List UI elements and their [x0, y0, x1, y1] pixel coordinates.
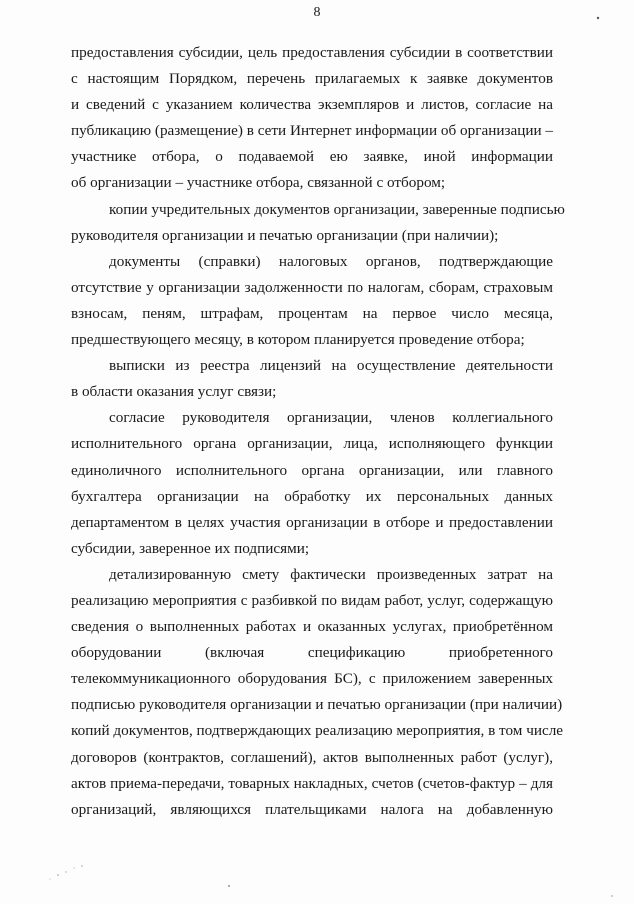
text-line: единоличного исполнительного органа организации, или главного: [71, 461, 553, 479]
text-line: участнике отбора, о подаваемой ею заявке, иной информации: [71, 148, 553, 166]
text-line: взносам, пеням, штрафам, процентам на первое число месяца,: [71, 304, 553, 322]
text-line: согласие руководителя организации, членов коллегиального: [109, 409, 553, 427]
text-line: детализированную смету фактически произведенных затрат на: [109, 565, 553, 583]
text-line: документы (справки) налоговых органов, подтверждающие: [109, 252, 553, 270]
paragraph: [71, 197, 565, 249]
text-line: департаментом в целях участия организации в отборе и предоставлении: [71, 513, 553, 531]
text-line: бухгалтера организации на обработку их персональных данных: [71, 487, 553, 505]
paragraph: [71, 40, 553, 197]
text-line: отсутствие у организации задолженности по налогам, сборам, страховым: [71, 278, 553, 296]
text-line: сведения о выполненных работах и оказанных услугах, приобретённом: [71, 618, 553, 636]
text-line: копии учредительных документов организации, заверенные подписью: [109, 200, 565, 218]
text-line: и сведений с указанием количества экземпляров и листов, согласие на: [71, 96, 553, 114]
paragraph: [71, 353, 553, 405]
text-line: оборудовании (включая спецификацию приобретенного: [71, 644, 553, 662]
text-line: в области оказания услуг связи;: [71, 383, 277, 401]
text-line: публикацию (размещение) в сети Интернет информации об организации –: [71, 122, 553, 140]
text-line: предоставления субсидии, цель предоставления субсидии в соответствии: [71, 44, 553, 61]
text-line: актов приема-передачи, товарных накладных, счетов (счетов-фактур – для: [71, 774, 553, 792]
text-line: реализацию мероприятия с разбивкой по видам работ, услуг, содержащую: [71, 591, 553, 609]
text-line: подписью руководителя организации и печатью организации (при наличии): [71, 696, 563, 714]
document-body: [71, 40, 565, 823]
text-line: руководителя организации и печатью организации (при наличии);: [71, 226, 499, 244]
paragraph: [71, 562, 564, 823]
text-line: организаций, являющихся плательщиками налога на добавленную: [71, 800, 553, 818]
text-line: субсидии, заверенное их подписями;: [71, 539, 310, 557]
text-line: с настоящим Порядком, перечень прилагаемых к заявке документов: [71, 70, 553, 88]
text-line: об организации – участнике отбора, связанной с отбором;: [71, 174, 446, 192]
paragraph: [71, 249, 553, 353]
text-line: исполнительного органа организации, лица, исполняющего функции: [71, 435, 553, 453]
paragraph: [71, 405, 553, 562]
text-line: выписки из реестра лицензий на осуществление деятельности: [109, 357, 553, 375]
text-line: предшествующего месяцу, в котором планируется проведение отбора;: [71, 331, 525, 349]
text-line: договоров (контрактов, соглашений), актов выполненных работ (услуг),: [71, 748, 553, 766]
text-line: телекоммуникационного оборудования БС), с приложением заверенных: [71, 670, 553, 688]
text-line: копий документов, подтверждающих реализацию мероприятия, в том числе: [71, 722, 564, 740]
page-number: 8: [313, 5, 321, 20]
